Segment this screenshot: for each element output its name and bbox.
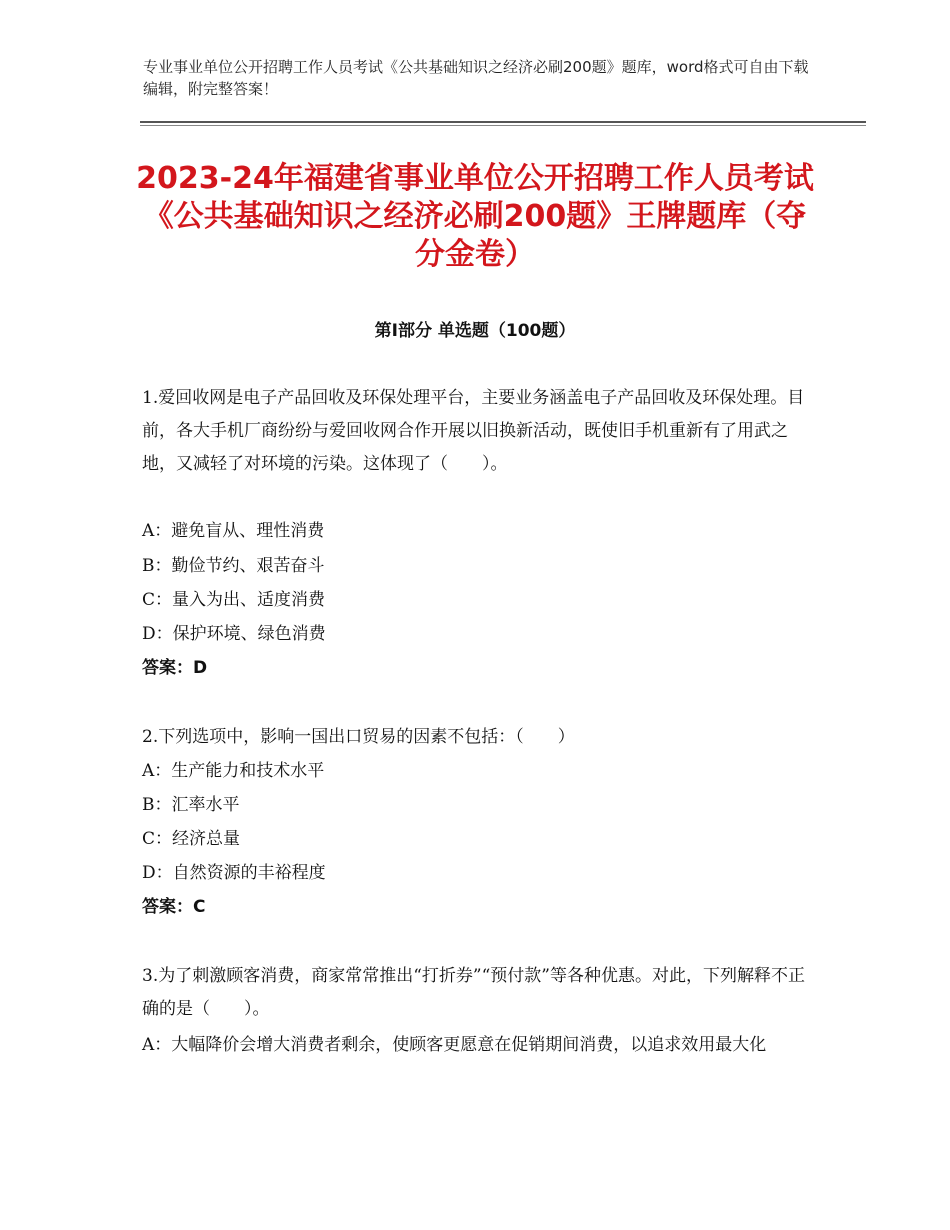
header-divider (140, 121, 866, 123)
question-2-option-c: C：经济总量 (142, 829, 241, 849)
question-3-text: 3.为了刺激顾客消费，商家常常推出“打折券”“预付款”等各种优惠。对此，下列解释不正确的是（ ）。 (142, 966, 805, 1019)
question-2-option-a: A：生产能力和技术水平 (142, 761, 325, 781)
question-1-option-a: A：避免盲从、理性消费 (142, 521, 325, 541)
document-title: 2023-24年福建省事业单位公开招聘工作人员考试《公共基础知识之经济必刷200题》王牌题库（夺分金卷） (136, 161, 814, 272)
question-2-answer: 答案：C (142, 897, 206, 917)
question-3-option-a: A：大幅降价会增大消费者剩余，使顾客更愿意在促销期间消费，以追求效用最大化 (142, 1035, 767, 1055)
question-2-text: 2.下列选项中，影响一国出口贸易的因素不包括：（ ） (142, 727, 575, 747)
question-1-option-b: B：勤俭节约、艰苦奋斗 (142, 556, 325, 576)
section-heading: 第Ⅰ部分 单选题（100题） (374, 321, 576, 341)
question-1-option-d: D：保护环境、绿色消费 (142, 624, 326, 644)
question-1-text: 1.爱回收网是电子产品回收及环保处理平台，主要业务涵盖电子产品回收及环保处理。目前，各大手机厂商纷纷与爱回收网合作开展以旧换新活动，既使旧手机重新有了用武之地，又减轻了对环境的污染。这体现了（ ）。 (142, 388, 805, 474)
header-divider-thin (140, 125, 866, 126)
question-2-option-b: B：汇率水平 (142, 795, 240, 815)
question-2-option-d: D：自然资源的丰裕程度 (142, 863, 326, 883)
header-note: 专业事业单位公开招聘工作人员考试《公共基础知识之经济必刷200题》题库，word格式可自由下载编辑，附完整答案！ (143, 58, 809, 98)
question-1-option-c: C：量入为出、适度消费 (142, 590, 326, 610)
question-1-answer: 答案：D (142, 658, 208, 678)
